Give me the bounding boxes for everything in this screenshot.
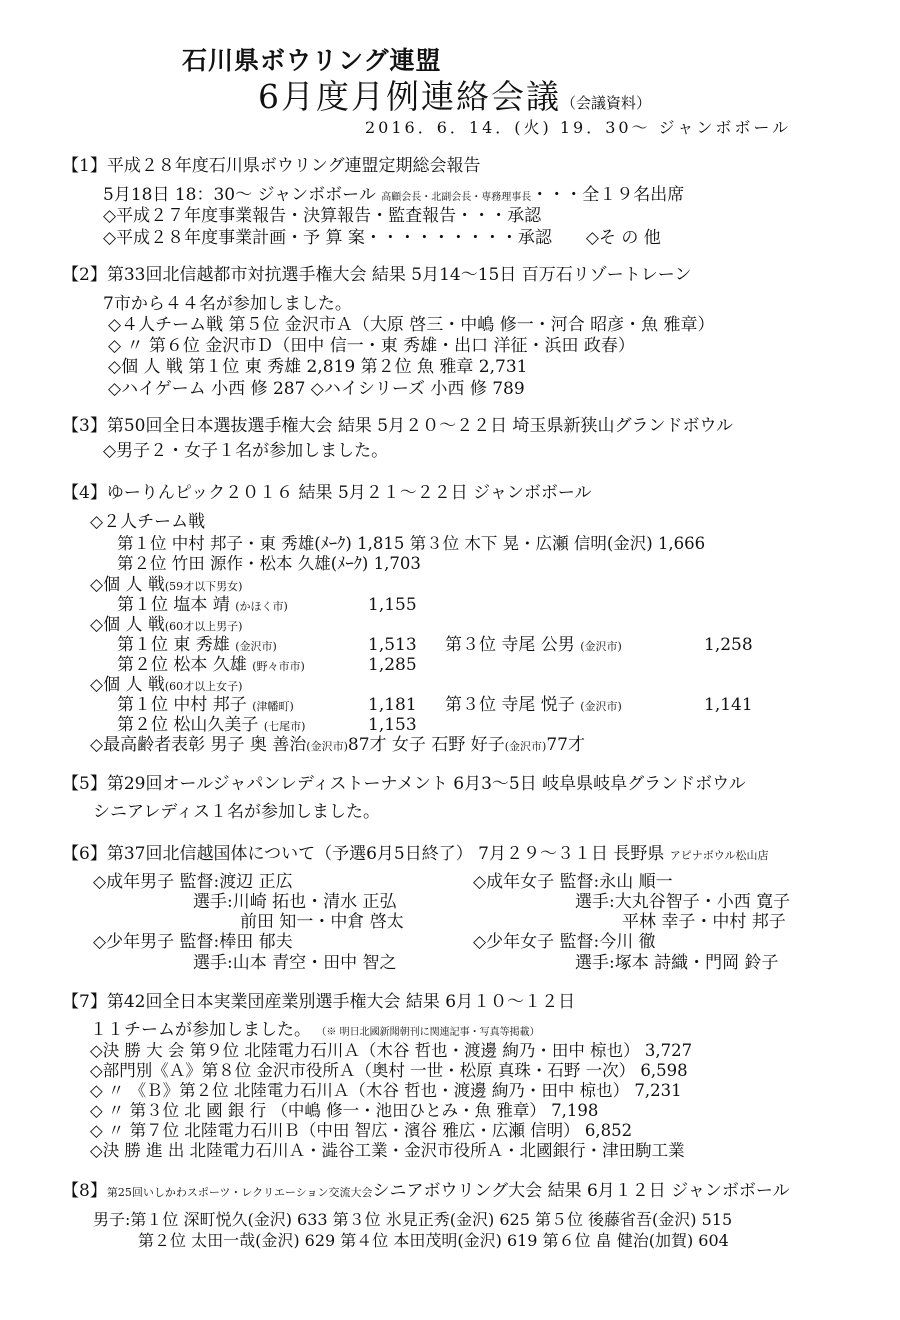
section-4-line-5 xyxy=(117,597,288,614)
section-4-line-4 xyxy=(90,577,242,594)
section-7-heading: 【7】第42回全日本実業団産業別選手権大会 結果 6月１０～１２日 xyxy=(62,992,576,1012)
section-3-heading: 【3】第50回全日本選抜選手権大会 結果 5月２０～２２日 埼玉県新狭山グランドボウル xyxy=(62,416,733,436)
section-6-line-2a: 選手:川崎 拓也・清水 正弘 xyxy=(193,892,397,912)
section-5-line-1: シニアレディス１名が参加しました。 xyxy=(93,802,380,822)
title-note: （会議資料） xyxy=(561,94,652,112)
s4-l7-name: 第１位 東 秀雄 xyxy=(117,635,230,655)
s4-l5-score: 1,155 xyxy=(368,595,417,615)
s4-l8-score: 1,285 xyxy=(368,655,417,675)
section-6-heading xyxy=(62,846,768,863)
section-1-line-3 xyxy=(103,230,661,247)
section-6-line-1b: ◇成年女子 監督:永山 順一 xyxy=(473,872,673,892)
section-7-line-7: ◇決 勝 進 出 北陸電力石川Ａ・澁谷工業・金沢市役所Ａ・北國銀行・津田駒工業 xyxy=(90,1141,685,1160)
meeting-date: 2016．6．14．(火) 19．30～ ジャンボボール xyxy=(365,118,791,137)
section-7-line-4: ◇ 〃 《Ｂ》第２位 北陸電力石川Ａ（木谷 哲也・渡邊 絢乃・田中 椋也） 7,231 xyxy=(90,1081,682,1100)
section-1-line-1 xyxy=(103,187,684,204)
s6-heading-text: 【6】第37回北信越国体について（予選6月5日終了） 7月２９～３１日 長野県 xyxy=(62,844,665,864)
s6-venue: アピナボウル松山店 xyxy=(669,849,769,862)
s4-l4-text: ◇個 人 戦 xyxy=(90,575,165,595)
section-7-line-2: ◇決 勝 大 会 第９位 北陸電力石川Ａ（木谷 哲也・渡邊 絢乃・田中 椋也） 3,727 xyxy=(90,1041,693,1060)
section-4-line-7b xyxy=(445,637,622,654)
s4-l10-name: 第１位 中村 邦子 xyxy=(117,695,247,715)
section-6-line-3b: 平林 幸子・中村 邦子 xyxy=(622,912,786,932)
section-4-line-11 xyxy=(117,717,305,734)
s4-l9-note: (60才以上女子) xyxy=(164,680,243,693)
s4-l11-name: 第２位 松山久美子 xyxy=(117,715,259,735)
s1-l1-text: 5月18日 18：30～ ジャンボボール xyxy=(103,185,376,205)
section-3-line-1: ◇男子２・女子１名が参加しました。 xyxy=(103,441,389,461)
s4-l12-women: 87才 女子 石野 好子 xyxy=(347,735,505,755)
s1-l3-text: ◇平成２８年度事業計画・予 算 案・・・・・・・・・承認 xyxy=(103,228,552,248)
section-7-line-6: ◇ 〃 第７位 北陸電力石川Ｂ（中田 智広・濱谷 雅広・広瀬 信明） 6,852 xyxy=(90,1121,633,1140)
title-text: 6月度月例連絡会議 xyxy=(258,77,561,116)
section-4-line-3: 第２位 竹田 源作・松本 久雄(ﾒｰｸ) 1,703 xyxy=(117,554,421,573)
s4-l11-city: (七尾市) xyxy=(263,720,306,733)
s4-l10b-name: 第３位 寺尾 悦子 xyxy=(445,695,575,715)
section-4-line-1: ◇２人チーム戦 xyxy=(90,512,206,532)
section-2-heading: 【2】第33回北信越都市対抗選手権大会 結果 5月14～15日 百万石リゾートレーン xyxy=(62,265,692,285)
s4-l8-name: 第２位 松本 久雄 xyxy=(117,655,247,675)
section-6-line-5b: 選手:塚本 詩織・門岡 鈴子 xyxy=(575,953,779,973)
section-4-line-9 xyxy=(90,677,242,694)
s8-heading-text: シニアボウリング大会 結果 6月１２日 ジャンボボール xyxy=(372,1181,790,1201)
section-2-line-1: 7市から４４名が参加しました。 xyxy=(103,294,352,314)
s4-l12-city-1: (金沢市) xyxy=(306,740,348,753)
s7-l1-note: （※ 明日北國新聞朝刊に関連記事・写真等掲載） xyxy=(316,1027,540,1038)
section-5-heading: 【5】第29回オールジャパンレディストーナメント 6月3～5日 岐阜県岐阜グランドボウル xyxy=(62,774,746,794)
section-4-line-2: 第１位 中村 邦子・東 秀雄(ﾒｰｸ) 1,815 第３位 木下 晃・広瀬 信明(金沢) 1,666 xyxy=(117,534,706,553)
s4-l10b-score: 1,141 xyxy=(704,695,753,715)
s8-event-name: 第25回いしかわスポーツ・レクリエーション交流大会 xyxy=(106,1186,373,1199)
s4-l12-city-2: (金沢市) xyxy=(504,740,547,753)
section-2-line-3: ◇ 〃 第６位 金沢市Ｄ（田中 信一・東 秀雄・出口 洋征・浜田 政春） xyxy=(108,336,635,356)
section-4-line-10b xyxy=(445,697,622,714)
s4-l10-city: (津幡町) xyxy=(252,700,294,713)
s4-l10-score: 1,181 xyxy=(368,695,417,715)
section-1-heading: 【1】平成２８年度石川県ボウリング連盟定期総会報告 xyxy=(62,156,481,176)
section-4-line-8 xyxy=(117,657,305,674)
s4-l7b-city: (金沢市) xyxy=(580,640,622,653)
page-title xyxy=(258,77,652,116)
section-6-line-4b: ◇少年女子 監督:今川 徹 xyxy=(473,932,656,952)
section-7-line-1 xyxy=(90,1022,540,1039)
s4-l9-text: ◇個 人 戦 xyxy=(90,675,165,695)
s1-l1-attendees: 高顧会長・北副会長・専務理事長 xyxy=(381,192,532,203)
section-4-line-7 xyxy=(117,637,277,654)
s4-l7-city: (金沢市) xyxy=(235,640,277,653)
s8-heading-num: 【8】 xyxy=(62,1181,107,1201)
section-4-line-12 xyxy=(90,737,585,754)
s1-l1-tail: ・・・全１９名出席 xyxy=(531,185,685,205)
s4-l7b-score: 1,258 xyxy=(704,635,753,655)
s4-l11-score: 1,153 xyxy=(368,715,417,735)
s4-l7-score: 1,513 xyxy=(368,635,417,655)
org-name: 石川県ボウリング連盟 xyxy=(182,46,442,75)
section-8-line-2: 第２位 太田一哉(金沢) 629 第４位 本田茂明(金沢) 619 第６位 畠 健治(加賀) 604 xyxy=(138,1231,729,1250)
section-4-line-10 xyxy=(117,697,294,714)
section-4-line-6 xyxy=(90,617,242,634)
section-4-heading: 【4】ゆーりんピック２０１６ 結果 5月２１～２２日 ジャンボボール xyxy=(62,483,592,503)
s1-l3-tail: ◇そ の 他 xyxy=(585,228,661,248)
section-7-line-3: ◇部門別《Ａ》第８位 金沢市役所Ａ（奥村 一世・松原 真珠・石野 一次） 6,598 xyxy=(90,1061,688,1080)
s7-l1-text: １１チームが参加しました。 xyxy=(90,1020,311,1040)
s4-l5-name: 第１位 塩本 靖 xyxy=(117,595,230,615)
section-1-line-2: ◇平成２７年度事業報告・決算報告・監査報告・・・承認 xyxy=(103,206,542,226)
section-6-line-5a: 選手:山本 青空・田中 智之 xyxy=(193,953,397,973)
section-2-line-2: ◇４人チーム戦 第５位 金沢市Ａ（大原 啓三・中嶋 修一・河合 昭彦・魚 雅章） xyxy=(108,315,715,335)
section-6-line-2b: 選手:大丸谷智子・小西 寛子 xyxy=(575,892,791,912)
s4-l4-note: (59才以下男女) xyxy=(164,580,243,593)
s4-l12-men: ◇最高齢者表彰 男子 奥 善治 xyxy=(90,735,307,755)
section-6-line-4a: ◇少年男子 監督:棒田 郁夫 xyxy=(93,932,293,952)
section-2-line-5: ◇ハイゲーム 小西 修 287 ◇ハイシリーズ 小西 修 789 xyxy=(108,379,525,399)
section-6-line-3a: 前田 知一・中倉 啓太 xyxy=(240,912,404,932)
s4-l6-text: ◇個 人 戦 xyxy=(90,615,165,635)
section-7-line-5: ◇ 〃 第３位 北 國 銀 行 （中嶋 修一・池田ひとみ・魚 雅章） 7,198 xyxy=(90,1101,599,1120)
s4-l12-age: 77才 xyxy=(546,735,585,755)
s4-l6-note: (60才以上男子) xyxy=(164,620,243,633)
section-8-line-1: 男子:第１位 深町悦久(金沢) 633 第３位 氷見正秀(金沢) 625 第５位 後藤省吾(金沢) 515 xyxy=(93,1210,733,1229)
section-8-heading xyxy=(62,1183,790,1200)
s4-l5-city: (かほく市) xyxy=(235,600,288,613)
s4-l10b-city: (金沢市) xyxy=(580,700,622,713)
section-6-line-1a: ◇成年男子 監督:渡辺 正広 xyxy=(93,872,293,892)
s4-l8-city: (野々市市) xyxy=(252,660,305,673)
section-2-line-4: ◇個 人 戦 第１位 東 秀雄 2,819 第２位 魚 雅章 2,731 xyxy=(108,357,528,377)
s4-l7b-name: 第３位 寺尾 公男 xyxy=(445,635,575,655)
